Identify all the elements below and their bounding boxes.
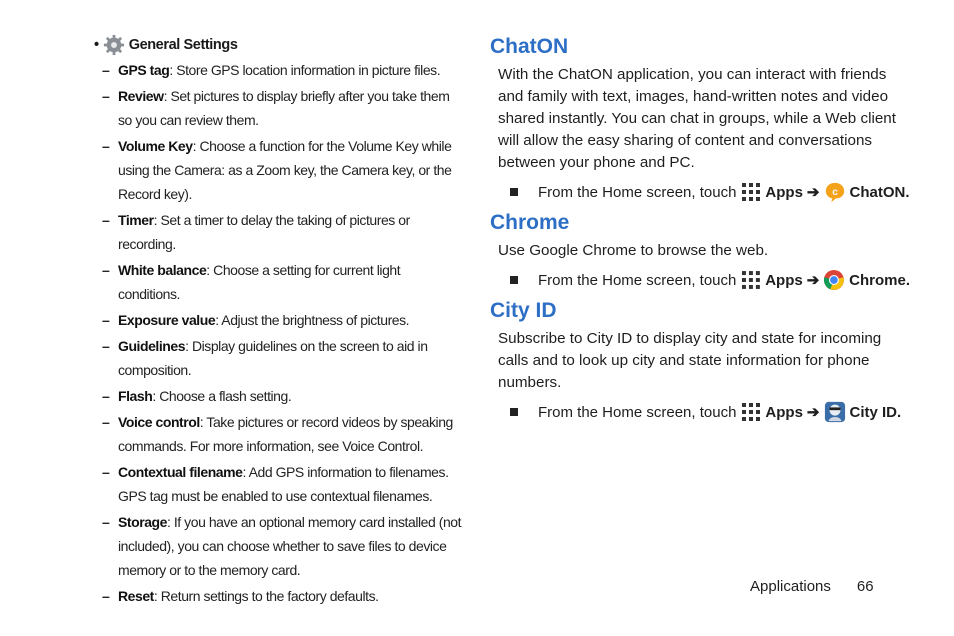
chaton-app-name: ChatON (849, 183, 906, 201)
settings-list-item (94, 134, 464, 206)
chaton-heading: ChatON (490, 35, 569, 58)
setting-description: : Set pictures to display briefly after you take them so you can review them. (118, 88, 450, 128)
period: . (897, 403, 902, 421)
setting-term: Contextual filename (118, 464, 243, 480)
page-footer (750, 578, 874, 595)
square-bullet (510, 276, 518, 284)
settings-list-item (94, 208, 464, 256)
setting-term: Timer (118, 212, 154, 228)
setting-term: GPS tag (118, 62, 170, 78)
settings-list-item (94, 84, 464, 132)
chrome-icon (823, 269, 845, 291)
gear-icon (103, 34, 125, 56)
step-prefix: From the Home screen, touch (538, 403, 737, 421)
square-bullet (510, 188, 518, 196)
setting-term: Storage (118, 514, 167, 530)
step-prefix: From the Home screen, touch (538, 183, 737, 201)
arrow: ➔ (806, 272, 820, 289)
square-bullet (510, 408, 518, 416)
setting-description: : Display guidelines on the screen to aid in composition. (118, 338, 428, 378)
setting-term: Volume Key (118, 138, 193, 154)
dash: – (102, 338, 110, 354)
settings-list-item (94, 258, 464, 306)
setting-term: Exposure value (118, 312, 216, 328)
setting-description: : Take pictures or record videos by speaking commands. For more information, see Voice Control. (118, 414, 453, 454)
setting-description: : Add GPS information to filenames. GPS tag must be enabled to use contextual filenames. (118, 464, 449, 504)
chaton-body: With the ChatON application, you can interact with friends and family with text, images, hand-written notes and video shared instantly. You can chat in groups, while a Web client will allow the easy sharing of content and conversations between your phone and PC. (498, 66, 896, 171)
dash: – (102, 62, 110, 78)
period: . (905, 183, 910, 201)
left-column (94, 34, 464, 608)
svg-text:c: c (831, 186, 838, 198)
settings-list-item (94, 410, 464, 458)
dash: – (102, 88, 110, 104)
apps-grid-icon (741, 270, 761, 290)
settings-list-item (94, 334, 464, 382)
setting-term: Voice control (118, 414, 200, 430)
dash: – (102, 388, 110, 404)
arrow: ➔ (806, 184, 820, 201)
dash: – (102, 464, 110, 480)
apps-grid-icon (741, 182, 761, 202)
setting-term: Review (118, 88, 164, 104)
step-prefix: From the Home screen, touch (537, 271, 737, 289)
apps-grid-icon (741, 402, 761, 422)
general-settings-label: General Settings (128, 37, 238, 53)
settings-list-item (94, 384, 464, 408)
cityid-app-name: City ID (849, 403, 898, 421)
cityid-icon (824, 401, 846, 423)
dash: – (102, 514, 110, 530)
footer-section: Applications (750, 578, 831, 595)
cityid-body: Subscribe to City ID to display city and state for incoming calls and to look up city and state information for phone numbers. (498, 330, 882, 391)
chrome-step (510, 268, 910, 292)
dash: – (102, 588, 110, 604)
settings-list-item (94, 308, 464, 332)
setting-description: : Set a timer to delay the taking of pictures or recording. (118, 212, 410, 252)
right-column (490, 34, 910, 424)
setting-description: : Choose a setting for current light conditions. (118, 262, 401, 302)
arrow: ➔ (806, 404, 820, 421)
settings-list-item (94, 584, 464, 608)
bullet: • (94, 37, 99, 53)
setting-term: Guidelines (118, 338, 186, 354)
chrome-heading: Chrome (490, 211, 570, 234)
chrome-body: Use Google Chrome to browse the web. (498, 242, 769, 259)
dash: – (102, 414, 110, 430)
page-number: 66 (856, 578, 874, 595)
period: . (905, 271, 910, 289)
setting-term: Reset (118, 588, 154, 604)
dash: – (102, 312, 110, 328)
chaton-icon (824, 181, 846, 203)
settings-list (94, 58, 464, 608)
apps-label: Apps (765, 271, 803, 289)
general-settings-heading (94, 34, 464, 56)
setting-description: : Return settings to the factory defaults. (153, 588, 379, 604)
setting-description: : Adjust the brightness of pictures. (215, 312, 410, 328)
setting-description: : Choose a function for the Volume Key while using the Camera: as a Zoom key, the Camera key, or the Record key). (118, 138, 452, 202)
settings-list-item (94, 58, 464, 82)
settings-list-item (94, 510, 464, 582)
setting-term: Flash (118, 388, 153, 404)
setting-description: : Choose a flash setting. (152, 388, 292, 404)
chrome-app-name: Chrome (849, 271, 906, 289)
chaton-step (510, 180, 910, 204)
setting-description: : Store GPS location information in picture files. (169, 62, 441, 78)
dash: – (102, 262, 110, 278)
apps-label: Apps (765, 403, 803, 421)
dash: – (102, 212, 110, 228)
setting-term: White balance (118, 262, 207, 278)
cityid-heading: City ID (490, 299, 557, 322)
dash: – (102, 138, 110, 154)
settings-list-item (94, 460, 464, 508)
cityid-step (510, 400, 910, 424)
setting-description: : If you have an optional memory card installed (not included), you can choose whether to save files to device memory or to the memory card. (118, 514, 462, 578)
apps-label: Apps (765, 183, 803, 201)
